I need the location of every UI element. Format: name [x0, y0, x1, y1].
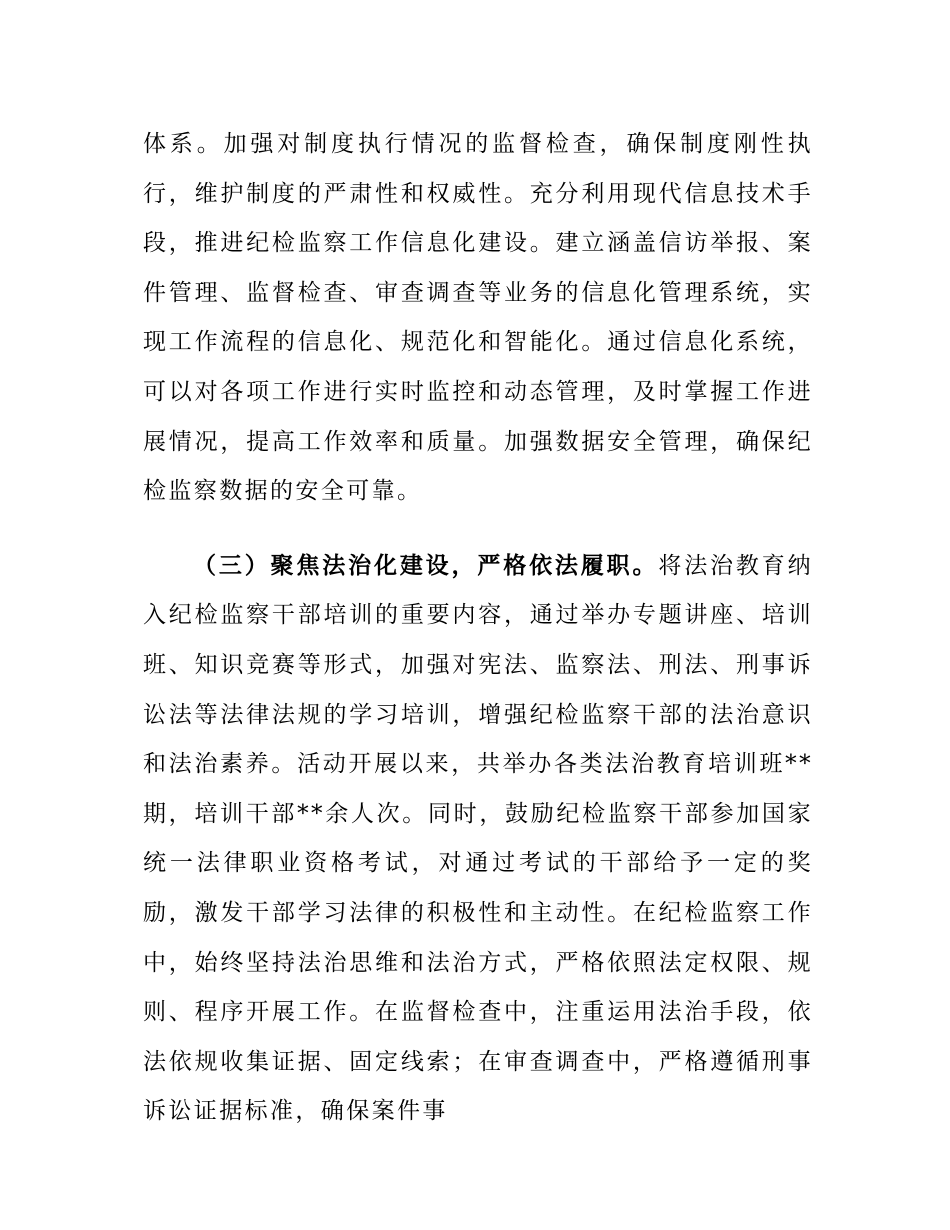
document-page — [143, 120, 813, 1137]
section-heading: （三）聚焦法治化建设，严格依法履职。 — [193, 551, 659, 579]
body-paragraph-1 — [143, 120, 813, 517]
paragraph-1-text: 体系。加强对制度执行情况的监督检查，确保制度刚性执行，维护制度的严肃性和权威性。充分利用现代信息技术手段，推进纪检监察工作信息化建设。建立涵盖信访举报、案件管理、监督检查、审查调查等业务的信息化管理系统，实现工作流程的信息化、规范化和智能化。通过信息化系统，可以对各项工作进行实时监控和动态管理，及时掌握工作进展情况，提高工作效率和质量。加强数据安全管理，确保纪检监察数据的安全可靠。 — [143, 131, 813, 505]
body-paragraph-2 — [143, 541, 813, 1137]
paragraph-2-text: 将法治教育纳入纪检监察干部培训的重要内容，通过举办专题讲座、培训班、知识竞赛等形式，加强对宪法、监察法、刑法、刑事诉讼法等法律法规的学习培训，增强纪检监察干部的法治意识和法治素养。活动开展以来，共举办各类法治教育培训班**期，培训干部**余人次。同时，鼓励纪检监察干部参加国家统一法律职业资格考试，对通过考试的干部给予一定的奖励，激发干部学习法律的积极性和主动性。在纪检监察工作中，始终坚持法治思维和法治方式，严格依照法定权限、规则、程序开展工作。在监督检查中，注重运用法治手段，依法依规收集证据、固定线索；在审查调查中，严格遵循刑事诉讼证据标准，确保案件事 — [143, 552, 814, 1125]
